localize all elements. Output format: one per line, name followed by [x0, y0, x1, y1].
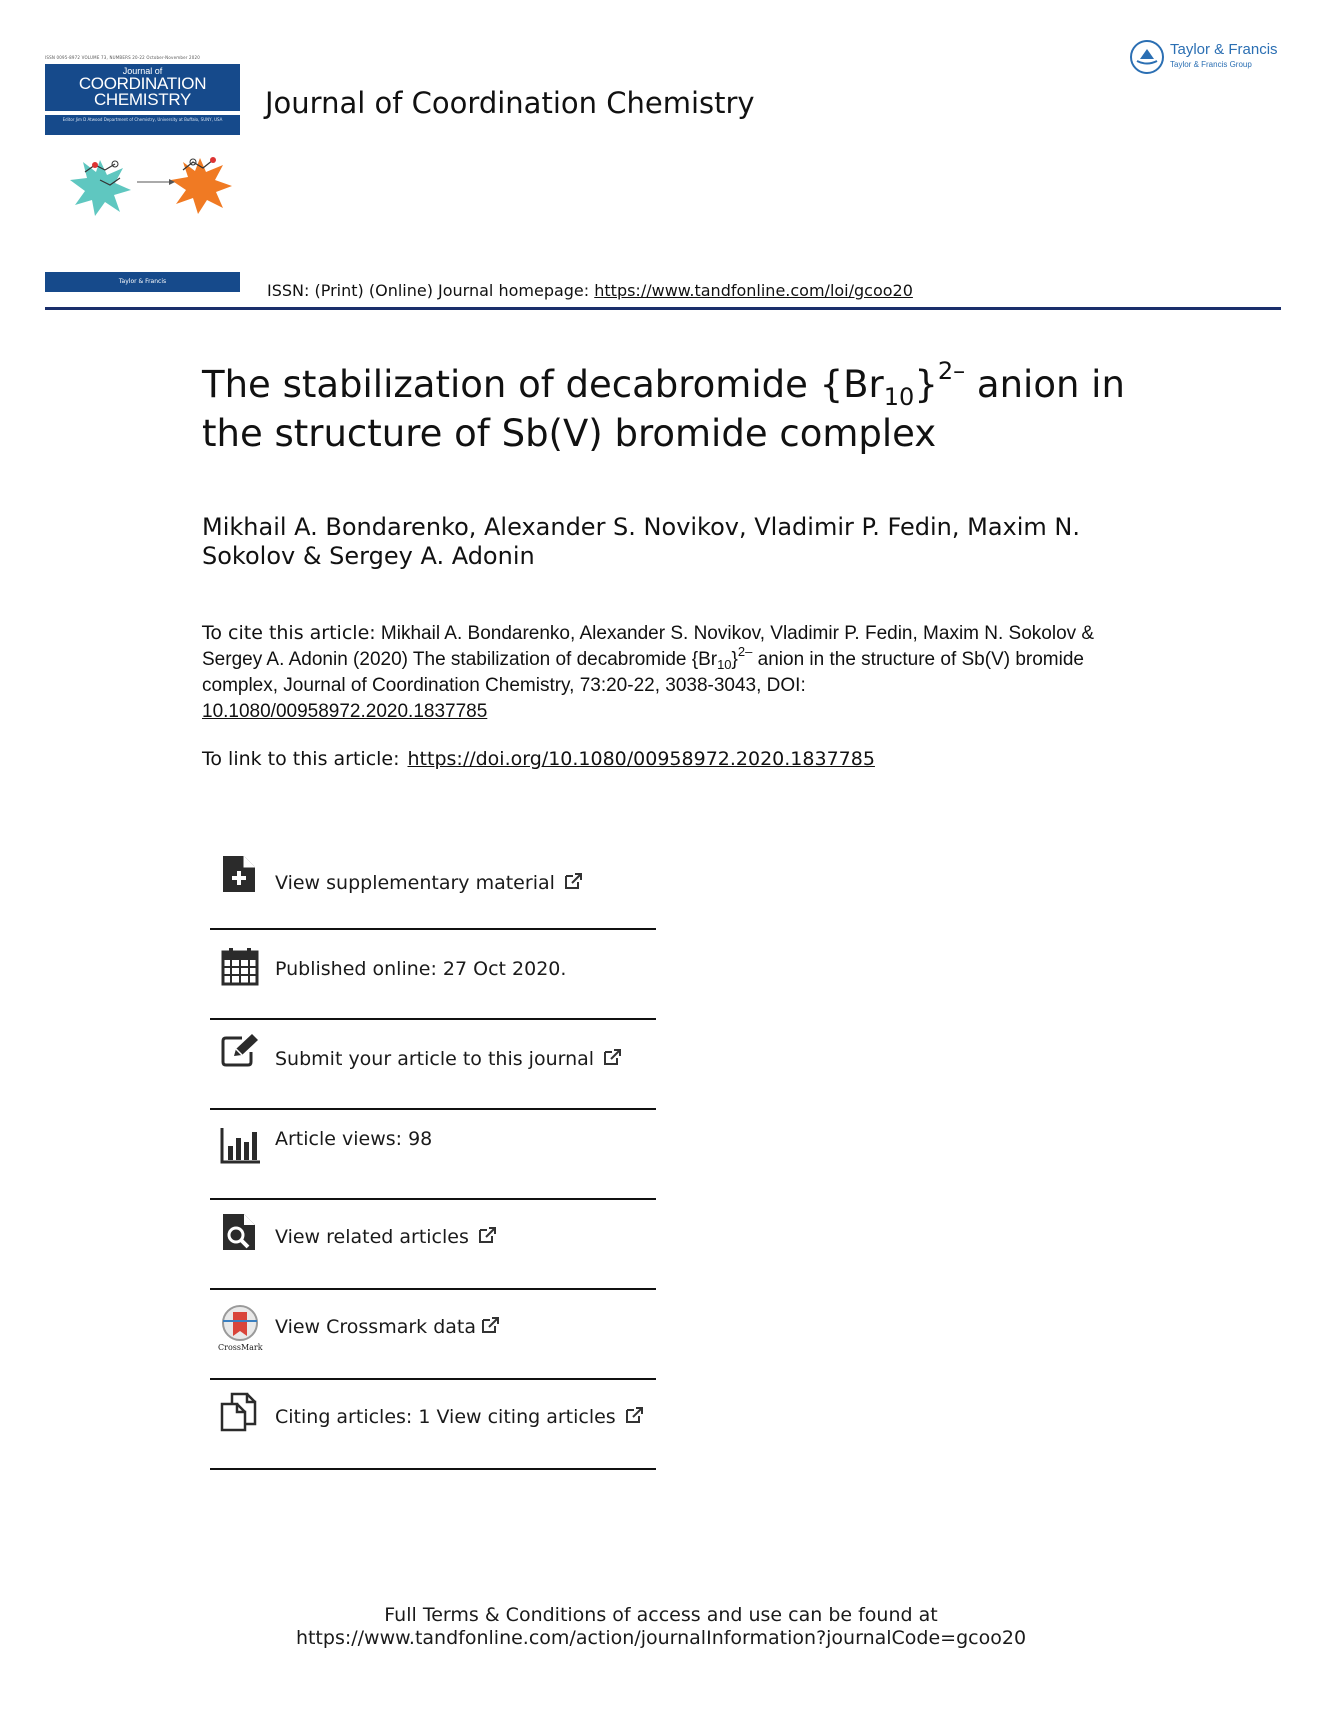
view-related-text: View related articles — [275, 1226, 469, 1248]
view-supplementary-text: View supplementary material — [275, 872, 555, 894]
external-link-icon — [624, 1406, 644, 1424]
cover-molecule-art — [65, 150, 235, 220]
crossmark-caption: CrossMark — [218, 1343, 263, 1352]
article-title-part1: The stabilization of decabromide {Br — [202, 363, 884, 406]
citation-doi-link[interactable]: 10.1080/00958972.2020.1837785 — [202, 701, 488, 722]
publisher-logo-icon — [1128, 38, 1166, 76]
article-doi-url[interactable]: https://doi.org/10.1080/00958972.2020.1837785 — [407, 748, 875, 770]
view-crossmark-text: View Crossmark data — [275, 1316, 477, 1338]
cover-editor: Editor Jim D Atwood Department of Chemistry, University at Buffalo, SUNY, USA — [45, 115, 240, 135]
citing-articles-item[interactable] — [210, 1380, 656, 1470]
citing-articles-text: Citing articles: 1 View citing articles — [275, 1406, 616, 1428]
article-title — [202, 357, 1162, 458]
view-related-label[interactable] — [275, 1226, 497, 1248]
external-link-icon — [480, 1316, 500, 1334]
citation-label: To cite this article: — [202, 622, 376, 644]
publisher-group: Taylor & Francis Group — [1170, 60, 1252, 69]
document-plus-icon — [220, 854, 260, 894]
issn-line — [267, 281, 913, 300]
cover-band-title-1: COORDINATION — [78, 74, 207, 93]
citing-articles-label[interactable] — [275, 1406, 644, 1428]
cover-band-small: Journal of — [122, 66, 163, 76]
view-crossmark-item[interactable] — [210, 1290, 656, 1380]
view-supplementary-item[interactable] — [210, 840, 656, 930]
citation-text-part3: anion in the structure of Sb(V) bromide complex, Journal of Coordination Chemistry, 73:20-22, 3038-3043, DOI: — [202, 649, 1084, 696]
cover-top-line: ISSN 0095-8972 VOLUME 73, NUMBERS 20-22 October-November 2020 — [45, 55, 201, 60]
external-link-icon — [563, 872, 583, 890]
terms-footer — [0, 1604, 1322, 1650]
submit-article-label[interactable] — [275, 1048, 622, 1070]
article-views-item — [210, 1110, 656, 1200]
citation-block — [202, 620, 1142, 725]
terms-footer-line1: Full Terms & Conditions of access and use can be found at — [384, 1604, 938, 1626]
search-document-icon — [220, 1212, 260, 1252]
article-title-subscript: 10 — [883, 383, 915, 411]
citation-text-part2: } — [731, 649, 738, 670]
external-link-icon — [477, 1226, 497, 1244]
terms-footer-url[interactable]: https://www.tandfonline.com/action/journalInformation?journalCode=gcoo20 — [295, 1627, 1027, 1649]
header-divider — [45, 307, 1281, 310]
citation-superscript: 2– — [737, 644, 753, 659]
external-link-icon — [602, 1048, 622, 1066]
citation-text-part1: Mikhail A. Bondarenko, Alexander S. Novikov, Vladimir P. Fedin, Maxim N. Sokolov & Sergey A. Adonin (2020) The stabilization of decabromide {Br — [202, 623, 1095, 670]
journal-title[interactable]: Journal of Coordination Chemistry — [265, 86, 755, 120]
article-link-line — [202, 748, 875, 770]
crossmark-icon — [220, 1304, 260, 1342]
view-related-item[interactable] — [210, 1200, 656, 1290]
bar-chart-icon — [220, 1126, 260, 1166]
submit-article-text: Submit your article to this journal — [275, 1048, 595, 1070]
journal-cover — [45, 55, 240, 295]
issn-text: ISSN: (Print) (Online) Journal homepage: — [267, 281, 595, 300]
view-crossmark-label[interactable] — [275, 1316, 500, 1338]
cover-footer-logo: Taylor & Francis — [45, 272, 240, 292]
submit-article-item[interactable] — [210, 1020, 656, 1110]
published-online-item — [210, 930, 656, 1020]
calendar-icon — [220, 946, 260, 986]
copy-documents-icon — [220, 1392, 260, 1432]
article-link-label: To link to this article: — [202, 748, 400, 770]
cover-band-title-2: CHEMISTRY — [93, 90, 192, 109]
view-supplementary-label[interactable] — [275, 872, 583, 894]
article-title-part3: anion in the structure of Sb(V) bromide complex — [202, 363, 1125, 455]
article-authors: Mikhail A. Bondarenko, Alexander S. Novikov, Vladimir P. Fedin, Maxim N. Sokolov & Sergey A. Adonin — [202, 513, 1080, 570]
cover-title-band — [45, 64, 240, 111]
publisher-logo[interactable] — [1128, 38, 1288, 78]
crossmark-logo — [218, 1304, 262, 1354]
citation-subscript: 10 — [717, 657, 732, 672]
published-online-label: Published online: 27 Oct 2020. — [275, 958, 567, 980]
article-views-label: Article views: 98 — [275, 1128, 433, 1150]
journal-homepage-link[interactable]: https://www.tandfonline.com/loi/gcoo20 — [594, 281, 913, 300]
article-title-part2: } — [914, 363, 938, 406]
edit-icon — [220, 1032, 260, 1072]
article-title-superscript: 2– — [937, 357, 966, 385]
publisher-name: Taylor & Francis — [1170, 41, 1278, 58]
